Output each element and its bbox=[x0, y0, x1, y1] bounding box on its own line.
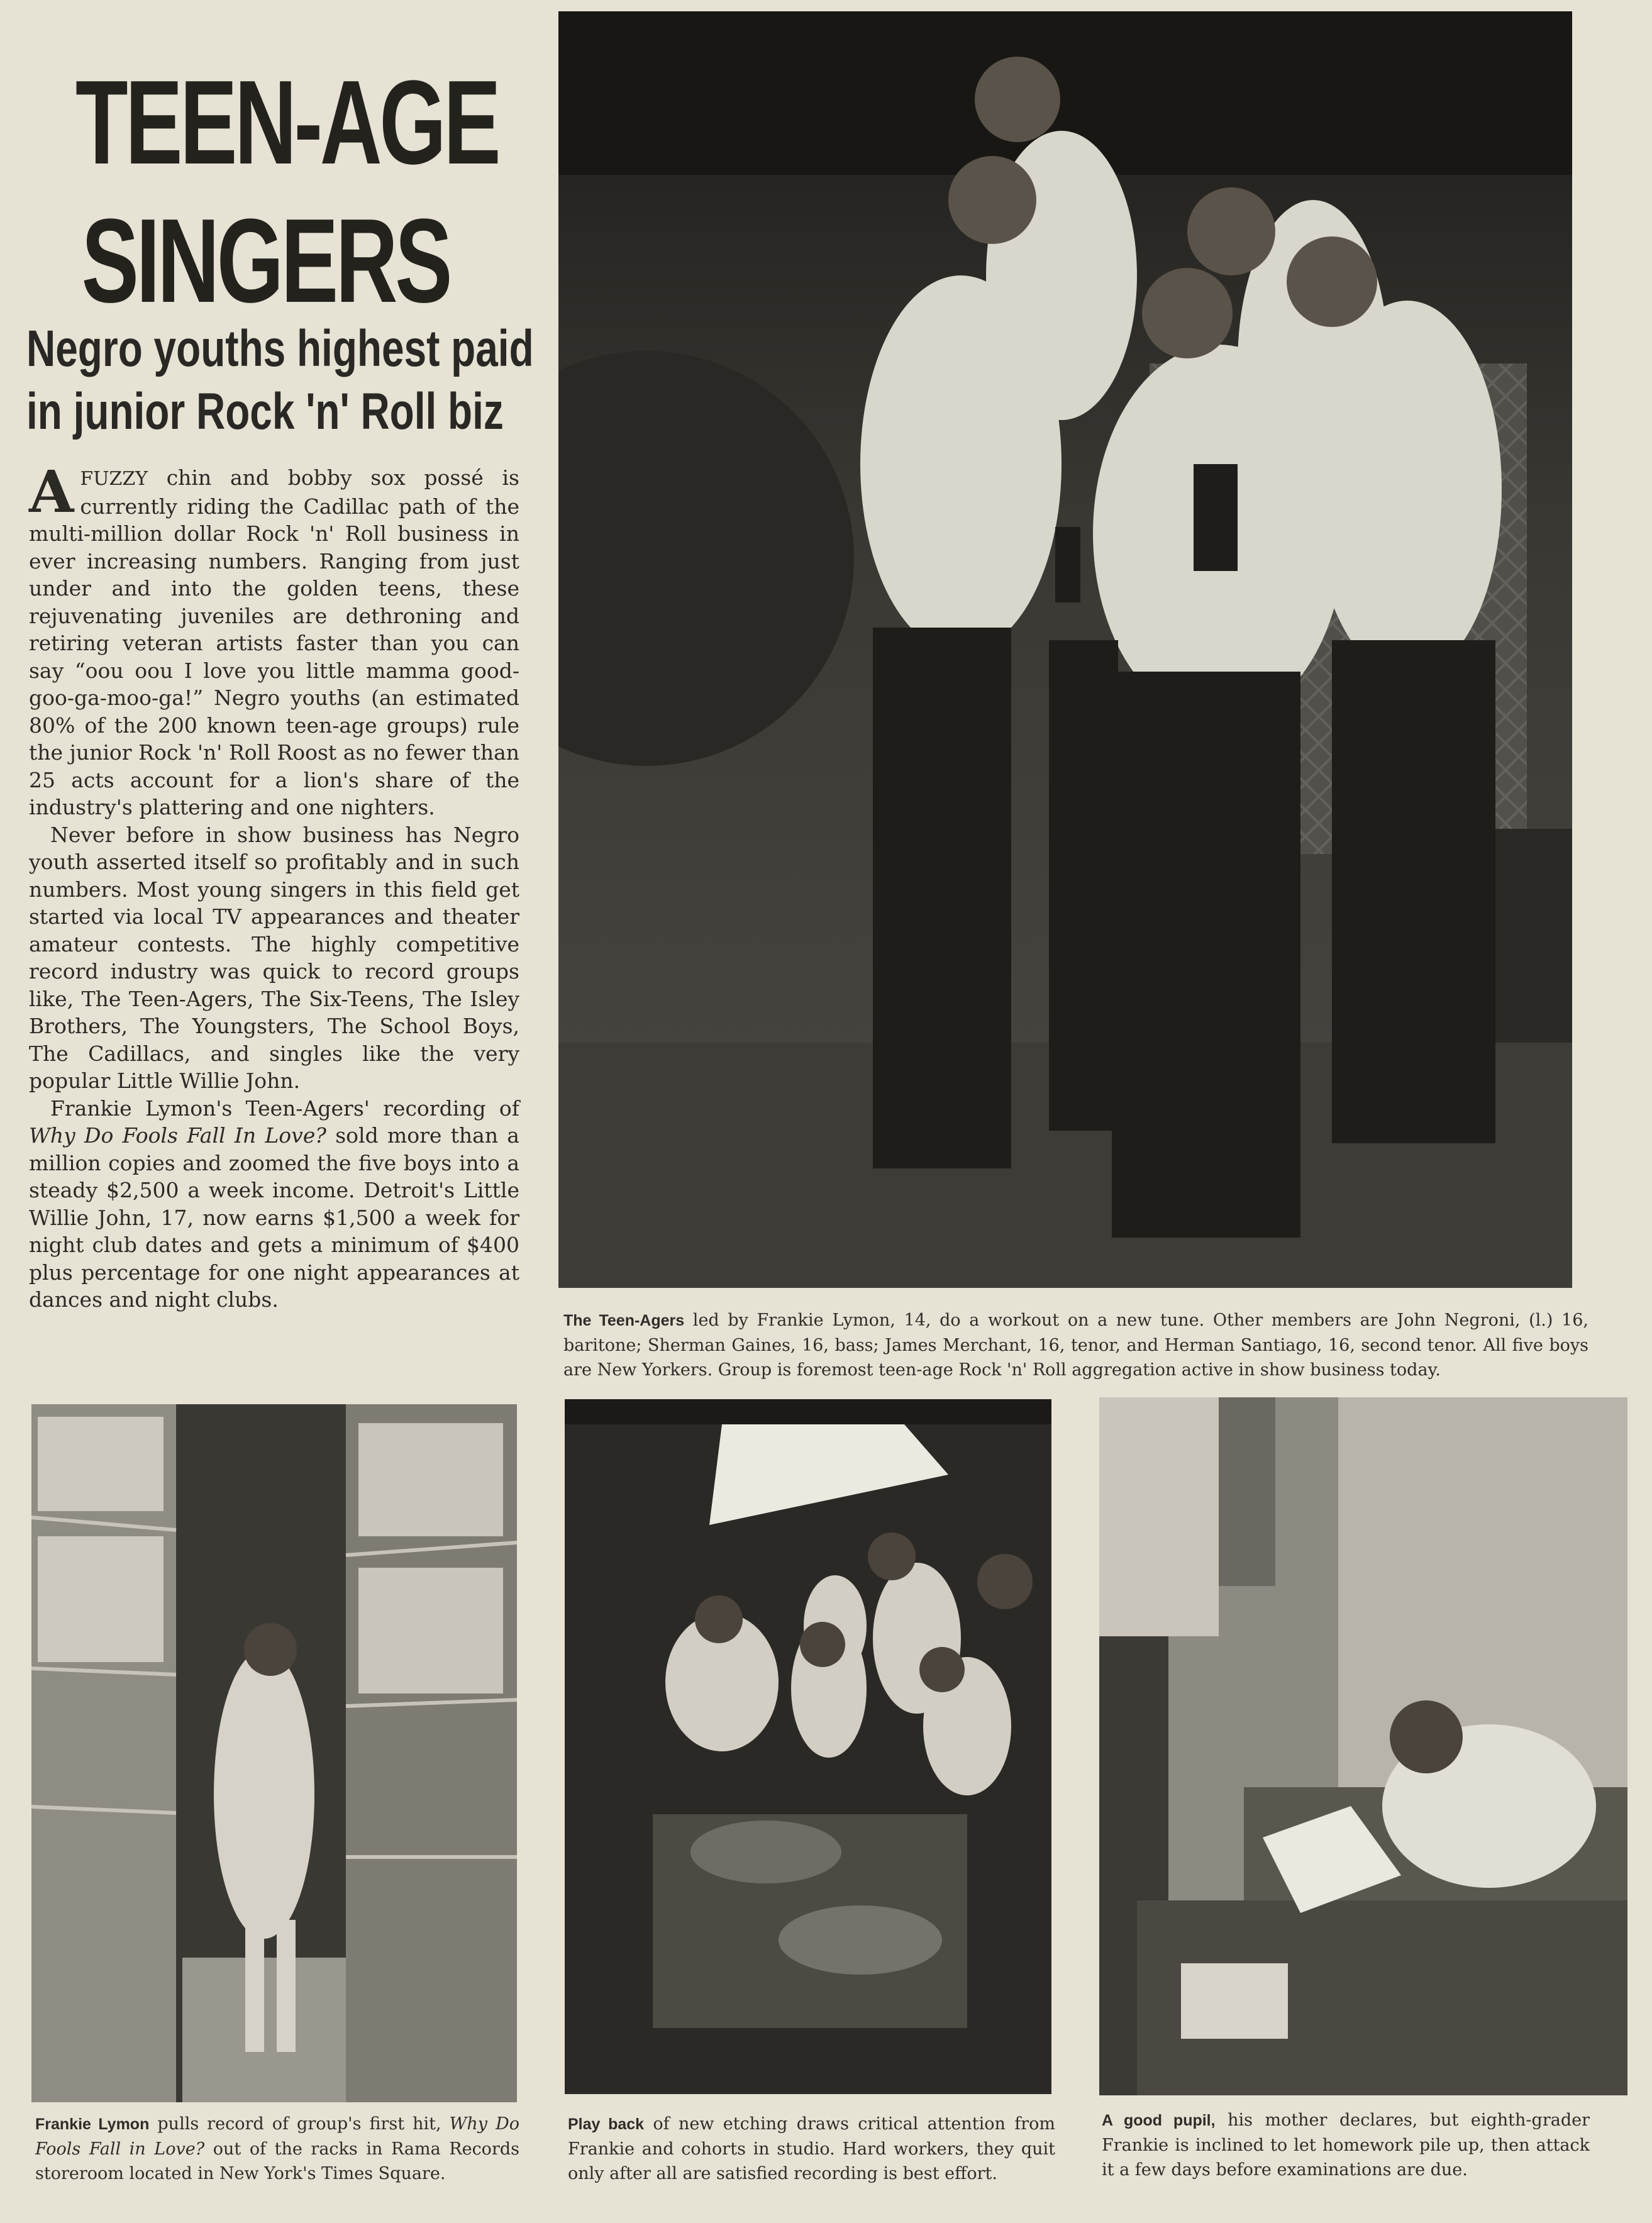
caption-label-good-pupil: A good pupil, bbox=[1102, 2112, 1216, 2129]
article-paragraph-2: Never before in show business has Negro youth asserted itself so profitably and in such numbers. Most young singers in this field get started via local TV appearances and theater amateur contests. The highly competitive record industry was quick to record groups like, The Teen-Agers, The Six-Teens, The Isley Brothers, The Youngsters, The School Boys, The Cadillacs, and singles like the very popular Little Willie John. bbox=[29, 822, 519, 1093]
article-body bbox=[29, 458, 519, 1314]
photo-record-storeroom bbox=[31, 1404, 517, 2102]
caption-text-frankie-b: out of the racks in Rama Records storeroom located in New York's Times Square. bbox=[35, 2139, 519, 2183]
paragraph-1-text: chin and bobby sox possé is currently riding the Cadillac path of the multi-million dollar Rock 'n' Roll business in ever increasing numbers. Ranging from just under and into the golden teens, these rejuvenating juveniles are dethroning and retiring veteran artists faster than you can say “oou oou I love you little mamma good-goo-ga-moo-ga!” Negro youths (an estimated 80% of the 200 known teen-age groups) rule the junior Rock 'n' Roll Roost as no fewer than 25 acts account for a lion's share of the industry's plattering and one nighters. bbox=[29, 465, 519, 819]
article-paragraph-3 bbox=[29, 1095, 519, 1314]
caption-text-playback: of new etching draws critical attention from Frankie and cohorts in studio. Hard workers, they quit only after all are satisfied recording is best effort. bbox=[568, 2114, 1055, 2183]
headline-line-1: TEEN-AGE bbox=[75, 56, 499, 189]
subheadline bbox=[26, 318, 534, 443]
subheadline-line-1: Negro youths highest paid bbox=[26, 320, 534, 377]
drop-cap: A bbox=[29, 458, 74, 526]
song-title: Why Do Fools Fall In Love? bbox=[29, 1123, 326, 1148]
caption-text-good-pupil: his mother declares, but eighth-grader Frankie is inclined to let homework pile up, then attack it a few days before examinations are due. bbox=[1102, 2110, 1590, 2180]
photo-studio-playback bbox=[565, 1399, 1051, 2094]
caption-label-frankie: Frankie Lymon bbox=[35, 2115, 150, 2133]
lead-word: FUZZY bbox=[80, 468, 148, 490]
caption-label-playback: Play back bbox=[568, 2115, 645, 2133]
caption-text-frankie-a: pulls record of group's first hit, bbox=[149, 2114, 450, 2134]
paragraph-3-text-b: sold more than a million copies and zoomed the five boys into a steady $2,500 a week income. Detroit's Little Willie John, 17, now earns $1,500 a week for night club dates and gets a minimum of $400 plus percentage for one night appearances at dances and night clubs. bbox=[29, 1123, 519, 1312]
subheadline-line-2: in junior Rock 'n' Roll biz bbox=[26, 383, 504, 440]
headline bbox=[75, 53, 499, 330]
playback-photo-caption bbox=[568, 2112, 1055, 2186]
main-photo-caption bbox=[563, 1308, 1588, 1382]
article-paragraph-1 bbox=[29, 458, 519, 821]
caption-label-teen-agers: The Teen-Agers bbox=[563, 1312, 685, 1329]
caption-text-teen-agers: led by Frankie Lymon, 14, do a workout on a new tune. Other members are John Negroni, (l.) 16, baritone; Sherman Gaines, 16, bass; James Merchant, 16, tenor, and Herman Santiago, 16, second tenor. All five boys are New Yorkers. Group is foremost teen-age Rock 'n' Roll aggregation active in show business today. bbox=[563, 1311, 1588, 1380]
storeroom-photo-caption bbox=[35, 2112, 519, 2186]
headline-line-2: SINGERS bbox=[81, 194, 450, 328]
caption-song-title: Why Do Fools Fall in Love? bbox=[35, 2114, 519, 2159]
main-photo-teen-agers bbox=[558, 11, 1572, 1288]
photo-good-pupil bbox=[1099, 1397, 1627, 2095]
paragraph-3-text-a: Frankie Lymon's Teen-Agers' recording of bbox=[50, 1095, 519, 1121]
good-pupil-photo-caption bbox=[1102, 2108, 1590, 2182]
